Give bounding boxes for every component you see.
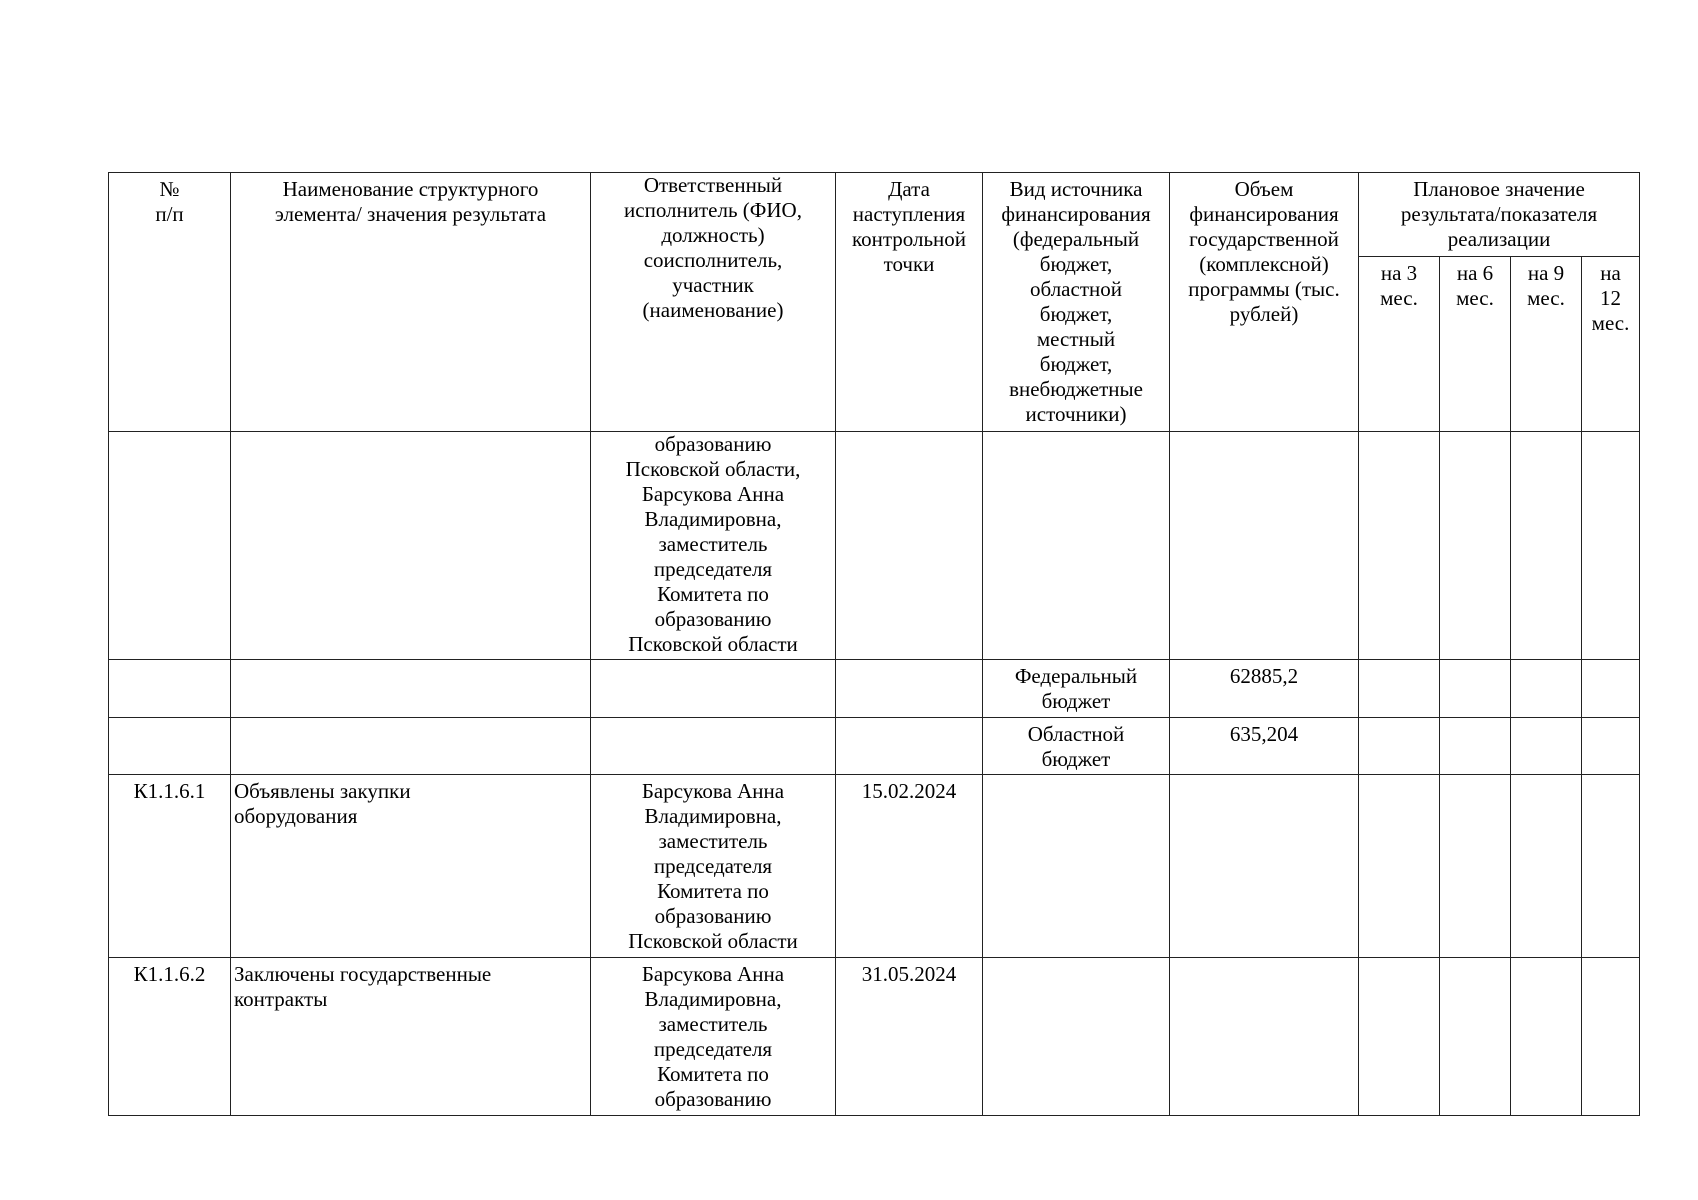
- header-num: № п/п: [109, 173, 231, 432]
- row-executor: образованию Псковской области, Барсукова Анна Владимировна, заместитель председателя Комитета по образованию Псковской области: [591, 432, 836, 660]
- row-plan-12: [1582, 775, 1640, 958]
- row-executor: [591, 660, 836, 718]
- row-funding-source: [983, 958, 1170, 1116]
- row-control-date: [836, 660, 983, 718]
- header-funding-volume: Объем финансирования государственной (комплексной) программы (тыс. рублей): [1170, 173, 1359, 432]
- row-num: К1.1.6.2: [109, 958, 231, 1116]
- row-plan-6: [1440, 432, 1511, 660]
- row-funding-volume: [1170, 775, 1359, 958]
- row-control-date: 31.05.2024: [836, 958, 983, 1116]
- row-plan-3: [1359, 775, 1440, 958]
- table-row: [109, 718, 1640, 775]
- row-plan-3: [1359, 660, 1440, 718]
- row-num: [109, 660, 231, 718]
- row-executor: Барсукова Анна Владимировна, заместитель председателя Комитета по образованию Псковской области: [591, 775, 836, 958]
- row-plan-9: [1511, 775, 1582, 958]
- row-funding-volume: [1170, 958, 1359, 1116]
- row-executor: Барсукова Анна Владимировна, заместитель председателя Комитета по образованию: [591, 958, 836, 1116]
- row-funding-source: [983, 432, 1170, 660]
- table-row: [109, 660, 1640, 718]
- row-plan-12: [1582, 432, 1640, 660]
- row-element-name: Объявлены закупки оборудования: [231, 775, 591, 958]
- row-plan-9: [1511, 432, 1582, 660]
- row-plan-12: [1582, 958, 1640, 1116]
- row-num: К1.1.6.1: [109, 775, 231, 958]
- row-control-date: [836, 718, 983, 775]
- row-control-date: 15.02.2024: [836, 775, 983, 958]
- row-element-name: [231, 660, 591, 718]
- row-plan-3: [1359, 958, 1440, 1116]
- row-funding-source: [983, 775, 1170, 958]
- row-plan-6: [1440, 775, 1511, 958]
- header-control-date: Дата наступления контрольной точки: [836, 173, 983, 432]
- table-row: [109, 775, 1640, 958]
- header-3-months: на 3 мес.: [1359, 257, 1440, 432]
- row-element-name: [231, 718, 591, 775]
- row-plan-6: [1440, 958, 1511, 1116]
- header-executor: Ответственный исполнитель (ФИО, должность) соисполнитель, участник (наименование): [591, 173, 836, 432]
- row-funding-volume: 62885,2: [1170, 660, 1359, 718]
- row-plan-12: [1582, 660, 1640, 718]
- header-planned-value: Плановое значение результата/показателя реализации: [1359, 173, 1640, 257]
- header-6-months: на 6 мес.: [1440, 257, 1511, 432]
- row-plan-6: [1440, 660, 1511, 718]
- table-row: [109, 958, 1640, 1116]
- row-funding-volume: [1170, 432, 1359, 660]
- row-element-name: Заключены государственные контракты: [231, 958, 591, 1116]
- row-funding-source: Федеральный бюджет: [983, 660, 1170, 718]
- financing-table: [108, 172, 1640, 1116]
- row-plan-9: [1511, 958, 1582, 1116]
- row-plan-3: [1359, 718, 1440, 775]
- row-control-date: [836, 432, 983, 660]
- header-12-months: на 12 мес.: [1582, 257, 1640, 432]
- row-num: [109, 432, 231, 660]
- row-funding-volume: 635,204: [1170, 718, 1359, 775]
- header-funding-source: Вид источника финансирования (федеральный бюджет, областной бюджет, местный бюджет, внебюджетные источники): [983, 173, 1170, 432]
- row-plan-9: [1511, 660, 1582, 718]
- header-9-months: на 9 мес.: [1511, 257, 1582, 432]
- row-num: [109, 718, 231, 775]
- row-element-name: [231, 432, 591, 660]
- header-element-name: Наименование структурного элемента/ значения результата: [231, 173, 591, 432]
- row-plan-6: [1440, 718, 1511, 775]
- row-plan-3: [1359, 432, 1440, 660]
- row-funding-source: Областной бюджет: [983, 718, 1170, 775]
- table-row: [109, 432, 1640, 660]
- row-plan-12: [1582, 718, 1640, 775]
- row-executor: [591, 718, 836, 775]
- row-plan-9: [1511, 718, 1582, 775]
